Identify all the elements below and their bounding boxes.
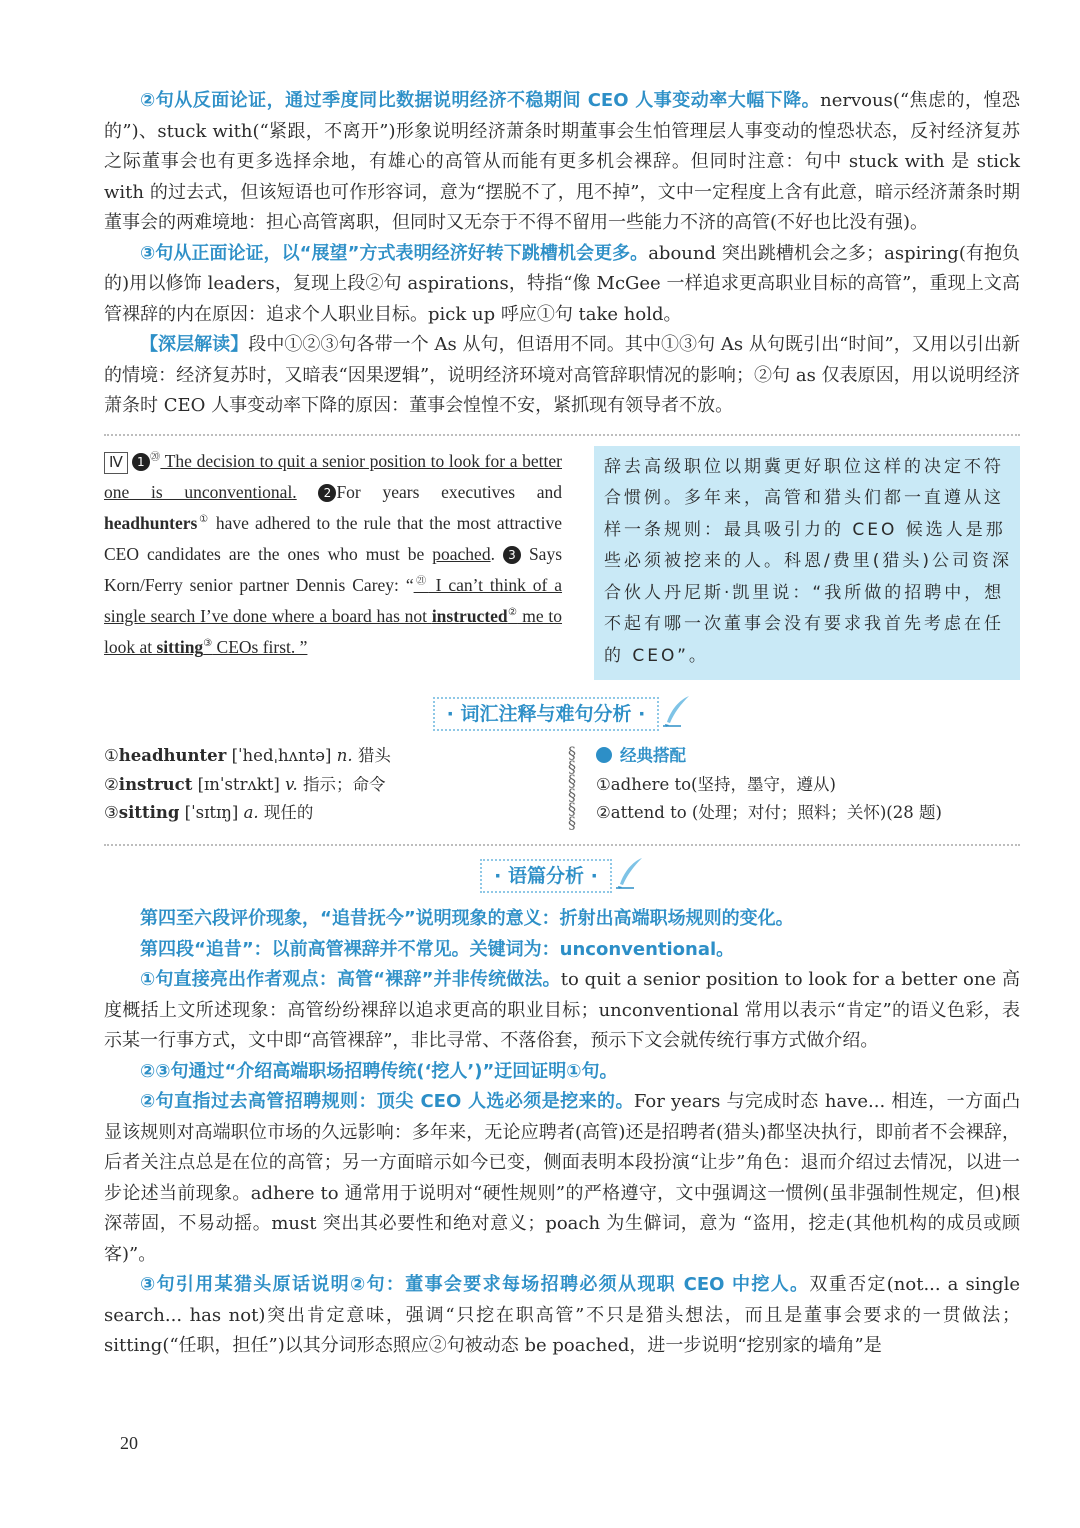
word-sitting: sitting [156,636,204,657]
paragraph-2 [104,239,1020,331]
collocation-item: ①adhere to(坚持，墨守，遵从) [596,774,836,794]
vocab-item-ipa: [ˈsɪtɪŋ] [179,803,244,822]
collocation-list [590,742,1020,830]
vocab-title: · 词汇注释与难句分析 · [433,697,660,731]
sentence-2a: For years executives and [336,481,563,502]
page-number: 20 [120,1433,138,1453]
page-content [104,86,1020,1362]
analysis-para-3-heading: ②句直指过去高管招聘规则：顶尖 CEO 人选必须是挖来的。 [140,1091,634,1112]
bullet-icon [596,747,612,763]
vocab-list [104,742,554,830]
vocab-section-title [104,694,1020,734]
vocab-item-num: ① [104,746,119,765]
divider [104,844,1020,846]
vocab-item-word: sitting [118,803,180,822]
sentence-3-marker: 3 [503,546,521,564]
note-3-marker: ③ [203,637,213,649]
deep-reading-tag: 【深层解读】 [140,334,249,355]
paragraph-3 [104,330,1020,422]
vocab-item-num: ③ [104,803,119,822]
sentence-2b: have adhered to the rule that the most attractive CEO candidates are the ones who must be [104,512,562,564]
paragraph-1-heading: ②句从反面论证，通过季度同比数据说明经济不稳期间 CEO 人事变动率大幅下降。 [140,90,821,111]
collocation-item: ②attend to (处理；对付；照料；关怀)(28 题) [596,803,942,822]
divider [104,434,1020,436]
sentence-1-marker: 1 [132,453,150,471]
vocab-item-ipa: [ˈhedˌhʌntə] [226,746,337,765]
paragraph-2-heading: ③句从正面论证，以“展望”方式表明经济好转下跳槽机会更多。 [140,242,649,264]
passage-english [104,446,562,681]
vocab-item [104,742,554,771]
analysis-para-4 [104,1270,1020,1362]
collocation-heading [596,742,1020,771]
word-poached: poached [432,543,491,564]
sentence-2-end: . [490,543,495,564]
analysis-para-3-body: For years 与完成时态 have... 相连，一方面凸显该规则对高端职位市场的久远影响：多年来，无论应聘者(高管)还是招聘者(猎头)都坚决执行，即前者不会裸辞，后者关注点总是在位的高管；另一方面暗示如今已变，侧面表明本段扮演“让步”角色：退而介绍过去情况，以进一步论述当前现象。adhere to 通常用于说明对“硬性规则”的严格遵守，文中强调这一惯例(虽非强制性规定，但)根深蒂固，不易动摇。must 突出其必要性和绝对意义；poach 为生僻词，意为 “盗用，挖走(其他机构的成员或顾客)”。 [104,1091,1020,1265]
analysis-para-1 [104,965,1020,1057]
analysis-para-3 [104,1087,1020,1270]
passage-section-iv [104,446,1020,681]
vocab-item-pos: v. [285,774,298,794]
section-number: Ⅳ [104,452,128,474]
vocab-item-meaning: 现任的 [258,803,314,822]
analysis-para-1-body: to quit a senior position to look for a better one 高度概括上文所述现象：高管纷纷裸辞以追求更高的职业目标；unconventional 常用以表示“肯定”的语义色彩，表示某一行事方式，文中即“高管裸辞”，非比寻常、不落俗套，预示下文会就传统行事方式做介绍。 [104,969,1020,1051]
analysis-para-4-body: 双重否定(not... a single search... has not)突出肯定意味，强调“只挖在职高管”不只是猎头想法，而且是董事会要求的一贯做法；sitting(“任职，担任”)以其分词形态照应②句被动态 be poached，进一步说明“挖别家的墙角”是 [104,1274,1020,1356]
vocab-item-meaning: 猎头 [352,746,391,765]
vocab-item-num: ② [104,774,119,794]
analysis-section-title [104,856,1020,896]
vocab-item-pos: a. [243,803,259,822]
paragraph-1-body: nervous(“焦虑的，惶恐的”)、stuck with(“紧跟，不离开”)形象说明经济萧条时期董事会生怕管理层人事变动的惶恐状态，反衬经济复苏之际董事会也有更多选择余地，有雄心的高管从而能有更多机会裸辞。但同时注意：句中 stuck with 是 stick with 的过去式，但该短语也可作形容词，意为“摆脱不了，甩不掉”，文中一定程度上含有此意，暗示经济萧条时期董事会的两难境地：担心高管离职，但同时又无奈于不得不留用一些能力不济的高管(不好也比没有强)。 [104,90,1020,233]
quill-icon [614,856,644,890]
paragraph-2-body: abound 突出跳槽机会之多；aspiring(有抱负的)用以修饰 leaders，复现上段②句 aspirations，特指“像 McGee 一样追求更高职业目标的高管”，重现上文高管裸辞的内在原因：追求个人职业目标。pick up 呼应①句 take hold。 [104,242,1020,325]
analysis-title: · 语篇分析 · [480,859,612,893]
vocab-item-word: headhunter [118,746,227,765]
word-headhunters: headhunters [104,512,198,533]
vocab-item-ipa: [ɪnˈstrʌkt] [192,774,286,794]
analysis-para-4-heading: ③句引用某猎头原话说明②句：董事会要求每场招聘必须从现职 CEO 中挖人。 [140,1274,810,1295]
analysis-para-1-heading: ①句直接亮出作者观点：高管“裸辞”并非传统做法。 [140,969,561,990]
vocab-item-pos: n. [336,746,353,765]
paragraph-3-body: 段中①②③句各带一个 As 从句，但语用不同。其中①③句 As 从句既引出“时间”，又用以引出新的情境：经济复苏时，又暗表“因果逻辑”，说明经济环境对高管辞职情况的影响；②句 as 仅表原因，用以说明经济萧条时 CEO 人事变动率下降的原因：董事会惶惶不安，紧抓现有领导者不放。 [104,334,1021,416]
question-marker-21: ㉑ [413,575,429,587]
note-1-marker: ① [197,513,210,525]
paragraph-1 [104,86,1020,239]
analysis-heading-1: 第四至六段评价现象，“追昔抚今”说明现象的意义：折射出高端职场规则的变化。 [140,908,794,929]
sentence-3a: Says Korn/Ferry senior partner Dennis Carey: “ [104,543,563,595]
note-2-marker: ② [507,606,518,618]
word-instructed: instructed [431,605,508,626]
sentence-3c: me to look at [104,605,563,657]
collocation-title: 经典搭配 [620,746,686,765]
sentence-1: The decision to quit a senior position to look for a better one is unconventional. [104,450,562,502]
analysis-para-2-heading: ②③句通过“介绍高端职场招聘传统(‘挖人’)”迂回证明①句。 [140,1060,618,1082]
analysis-heading-2: 第四段“追昔”：以前高管裸辞并不常见。关键词为：unconventional。 [140,938,735,960]
sentence-3d: CEOs first. ” [212,636,308,657]
sentence-3b: I can’t think of a single search I’ve done where a board has not [104,574,563,626]
wavy-divider: § § § § § § [568,743,576,832]
vocab-item-word: instruct [118,774,193,794]
vocab-item [104,799,554,828]
quill-icon [661,694,691,728]
sentence-2-marker: 2 [318,484,336,502]
question-marker-20: ⑳ [149,451,161,463]
vocab-item-meaning: 指示；命令 [297,774,386,794]
vocab-item [104,771,554,800]
vocab-block [104,742,1020,830]
passage-translation: 辞去高级职位以期冀更好职位这样的决定不符合惯例。多年来，高管和猎头们都一直遵从这样一条规则：最具吸引力的 CEO 候选人是那些必须被挖来的人。科恩/费里(猎头)公司资深合伙人丹尼斯·凯里说：“我所做的招聘中，想不起有哪一次董事会没有要求我首先考虑在任的 CEO”。 [594,446,1020,681]
